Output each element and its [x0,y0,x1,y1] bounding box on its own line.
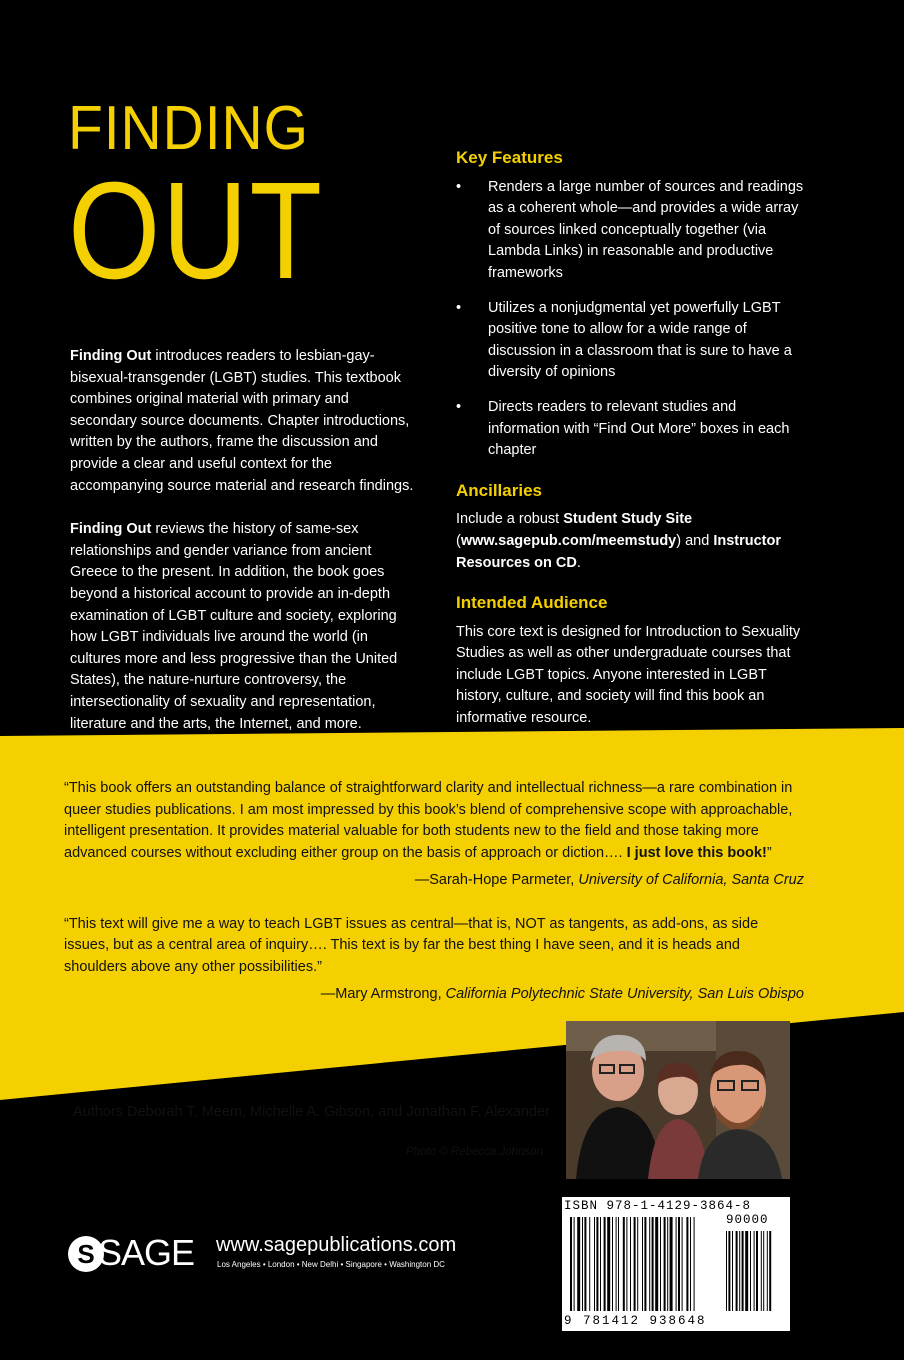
testimonial-quote-1 [64,778,804,864]
description-text-1: introduces readers to lesbian-gay-bisexual-transgender (LGBT) studies. This textbook combines original material with primary and secondary source documents. Chapter introductions, written by the authors, frame the discussion and provide a clear and useful context for the accompanying source material and research findings. [70,348,414,494]
barcode-bar [570,1217,572,1311]
testimonial-attribution-2 [64,984,804,1006]
barcode-bar [676,1217,677,1311]
description-paragraph-2 [70,519,418,735]
key-features-heading: Key Features [456,148,563,167]
audience-section [456,592,808,730]
barcode-bar [769,1231,771,1311]
barcode-bar [678,1217,680,1311]
description-text-2: reviews the history of same-sex relationships and gender variance from ancient Greece to the present. In addition, the book goes beyond a historical account to provide an in-depth examination of LGBT culture and society, exploring how LGBT individuals live around the world (in cultures more and less progressive than the United States), the nature-nurture controversy, the intersectionality of sexuality and representation, literature and the arts, the Internet, and more. [70,521,398,732]
key-features-section [456,147,808,462]
barcode-bar [634,1217,636,1311]
publisher-website: www.sagepublications.com [216,1234,457,1256]
barcode-bar [577,1217,580,1311]
barcode-bar [728,1231,730,1311]
barcode-bar [690,1217,691,1311]
isbn-barcode [562,1197,790,1331]
barcode-bar [682,1217,683,1311]
quote-text: “This book offers an outstanding balance of straightforward clarity and intellectual richness—a rare combination in queer studies publications. I am most impressed by this book’s blend of comprehensive scope with approachable, intelligent presentation. It provides material valuable for both students new to the field and those taking more advanced courses without excluding either group on the basis of approach or diction…. [64,780,793,861]
ancillaries-text [456,509,808,574]
barcode-bar [644,1217,646,1311]
attribution-affiliation: University of California, Santa Cruz [578,872,804,888]
barcode-bar [756,1231,758,1311]
barcode-bar [623,1217,625,1311]
ean-digits: 9 781412 938648 [564,1314,707,1328]
barcode-bar [612,1217,613,1311]
book-title-bold: Finding Out [70,348,152,364]
audience-heading: Intended Audience [456,593,608,613]
photo-credit: Photo © Rebecca Johnson [406,1146,543,1158]
text-span: Include a robust [456,511,564,528]
barcode-bar [652,1217,654,1311]
barcode-bar [594,1217,595,1311]
title-line-1: FINDING [68,94,309,163]
barcode-bar [670,1217,673,1311]
description-column [70,346,418,757]
publisher-cities: Los Angeles • London • New Delhi • Singapore • Washington DC [217,1260,445,1269]
ancillaries-heading: Ancillaries [456,480,542,500]
quote-emphasis: I just love this book! [626,844,767,861]
barcode-bar [660,1217,661,1311]
title-line-2: OUT [68,154,324,308]
barcode-bar [574,1217,575,1311]
sage-s-icon: S [68,1236,104,1272]
barcode-bar [739,1231,740,1311]
testimonial-quote-2 [64,914,804,979]
price-code: 90000 [726,1213,769,1227]
barcode-bars [562,1197,790,1331]
book-title-bold: Finding Out [70,521,152,538]
barcode-bar [686,1217,688,1311]
barcode-bar [604,1217,606,1311]
barcode-bar [596,1217,598,1311]
barcode-bar [649,1217,650,1311]
quote-text: “This text will give me a way to teach LGBT issues as central—that is, NOT as tangents, as add-ons, as side issues, but as a central area of inquiry…. This text is by far the best thing I have seen, and it is heads and shoulders above any other possibilities.” [64,915,759,975]
barcode-bar [589,1217,590,1311]
attribution-name: —Mary Armstrong, [320,986,446,1002]
testimonials [64,778,804,1028]
barcode-bar [761,1231,762,1311]
audience-text: This core text is designed for Introduction to Sexuality Studies as well as other undergraduate courses that include LGBT topics. Anyone interested in LGBT history, culture, and society will find this book an informative resource. [456,623,801,727]
features-column [456,147,808,748]
authors-photo [566,1021,790,1179]
barcode-bar [600,1217,601,1311]
feature-item: • Renders a large number of sources and readings as a coherent whole—and provides a wide array of sources linked conceptually together (via Lambda Links) in reasonable and productive frameworks [456,177,808,285]
attribution-name: —Sarah-Hope Parmeter, [414,872,579,888]
barcode-bar [745,1231,748,1311]
text-span: ) and [676,532,714,549]
ancillaries-section [456,480,808,574]
barcode-bar [742,1231,744,1311]
barcode-bar [618,1217,619,1311]
isbn-number: ISBN 978-1-4129-3864-8 [564,1199,752,1213]
text-span: . [576,554,581,571]
barcode-bar [616,1217,617,1311]
description-paragraph-1 [70,346,418,497]
barcode-bar [607,1217,610,1311]
barcode-bar [642,1217,643,1311]
key-features-list [456,177,808,462]
barcode-bar [732,1231,733,1311]
study-site-label: Student Study Site [563,511,693,528]
feature-item: • Directs readers to relevant studies and information with “Find Out More” boxes in each chapter [456,397,808,462]
feature-item: • Utilizes a nonjudgmental yet powerfully LGBT positive tone to allow for a wide range of discussion in a classroom that is sure to have a diversity of opinions [456,298,808,384]
barcode-bar [630,1217,631,1311]
attribution-affiliation: California Polytechnic State University, San Luis Obispo [445,986,804,1002]
barcode-bar [626,1217,627,1311]
barcode-bar [763,1231,764,1311]
barcode-bar [637,1217,638,1311]
barcode-bar [767,1231,768,1311]
barcode-bar [655,1217,658,1311]
study-site-url: www.sagepub.com/meemstudy [460,532,677,549]
barcode-bar [664,1217,666,1311]
instructor-resources-label: Instructor Resources on CD [456,532,782,571]
barcode-bar [750,1231,751,1311]
barcode-bar [584,1217,586,1311]
testimonial-attribution-1 [64,870,804,892]
barcode-bar [726,1231,727,1311]
barcode-bar [694,1217,695,1311]
quote-end: ” [766,844,772,861]
sage-logo-text: SAGE [98,1232,195,1273]
barcode-bar [736,1231,738,1311]
authors-caption: Authors Deborah T. Meem, Michelle A. Gibson, and Jonathan F. Alexander [73,1104,550,1120]
barcode-bar [667,1217,668,1311]
barcode-bar [582,1217,583,1311]
text-span: ( [456,532,461,549]
barcode-bar [754,1231,755,1311]
